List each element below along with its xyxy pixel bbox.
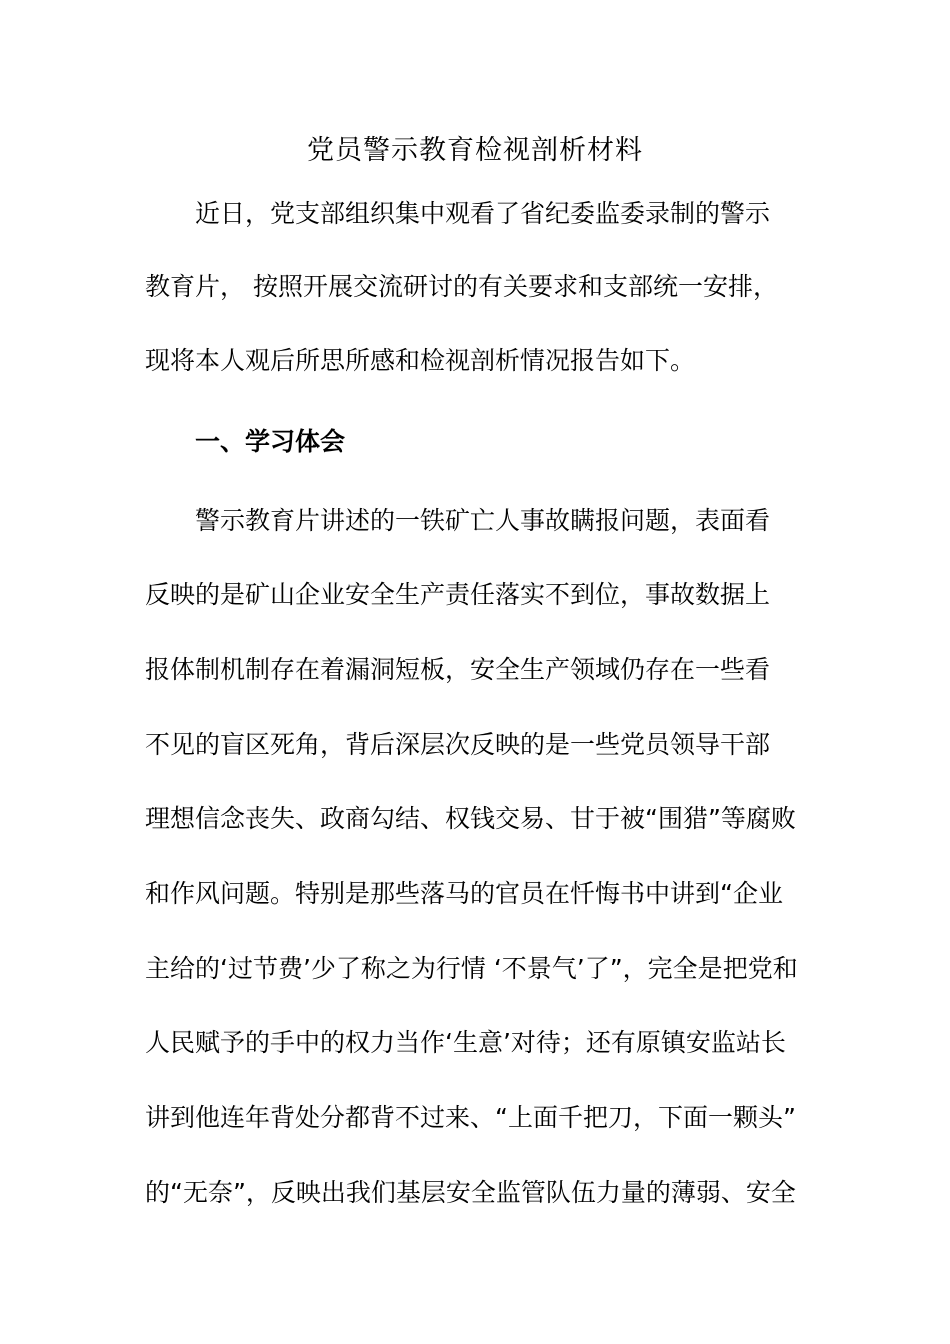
paragraph-line: 教育片， 按照开展交流研讨的有关要求和支部统一安排， xyxy=(145,272,778,301)
paragraph-line: 理想信念丧失、政商勾结、权钱交易、甘于被“围猎”等腐败 xyxy=(145,804,796,833)
document-title: 党员警示教育检视剖析材料 xyxy=(307,135,643,166)
paragraph-line: 讲到他连年背处分都背不过来、“上面千把刀，下面一颗头” xyxy=(145,1103,796,1132)
paragraph-line: 人民赋予的手中的权力当作‘生意’对待；还有原镇安监站长 xyxy=(145,1028,786,1057)
paragraph-line: 和作风问题。特别是那些落马的官员在忏悔书中讲到“企业 xyxy=(145,879,783,908)
paragraph-line: 现将本人观后所思所感和检视剖析情况报告如下。 xyxy=(145,346,696,375)
paragraph-line: 报体制机制存在着漏洞短板，安全生产领域仍存在一些看 xyxy=(145,655,771,684)
section-heading: 一、学习体会 xyxy=(195,427,346,456)
paragraph-line: 的“无奈”，反映出我们基层安全监管队伍力量的薄弱、安全 xyxy=(145,1178,796,1207)
paragraph-line: 警示教育片讲述的一铁矿亡人事故瞒报问题，表面看 xyxy=(195,506,771,535)
paragraph-line: 不见的盲区死角，背后深层次反映的是一些党员领导干部 xyxy=(145,730,771,759)
paragraph-line: 近日，党支部组织集中观看了省纪委监委录制的警示 xyxy=(195,199,771,228)
paragraph-line: 主给的‘过节费’少了称之为行情 ‘不景气’了”，完全是把党和 xyxy=(145,954,798,983)
paragraph-line: 反映的是矿山企业安全生产责任落实不到位，事故数据上 xyxy=(145,580,771,609)
